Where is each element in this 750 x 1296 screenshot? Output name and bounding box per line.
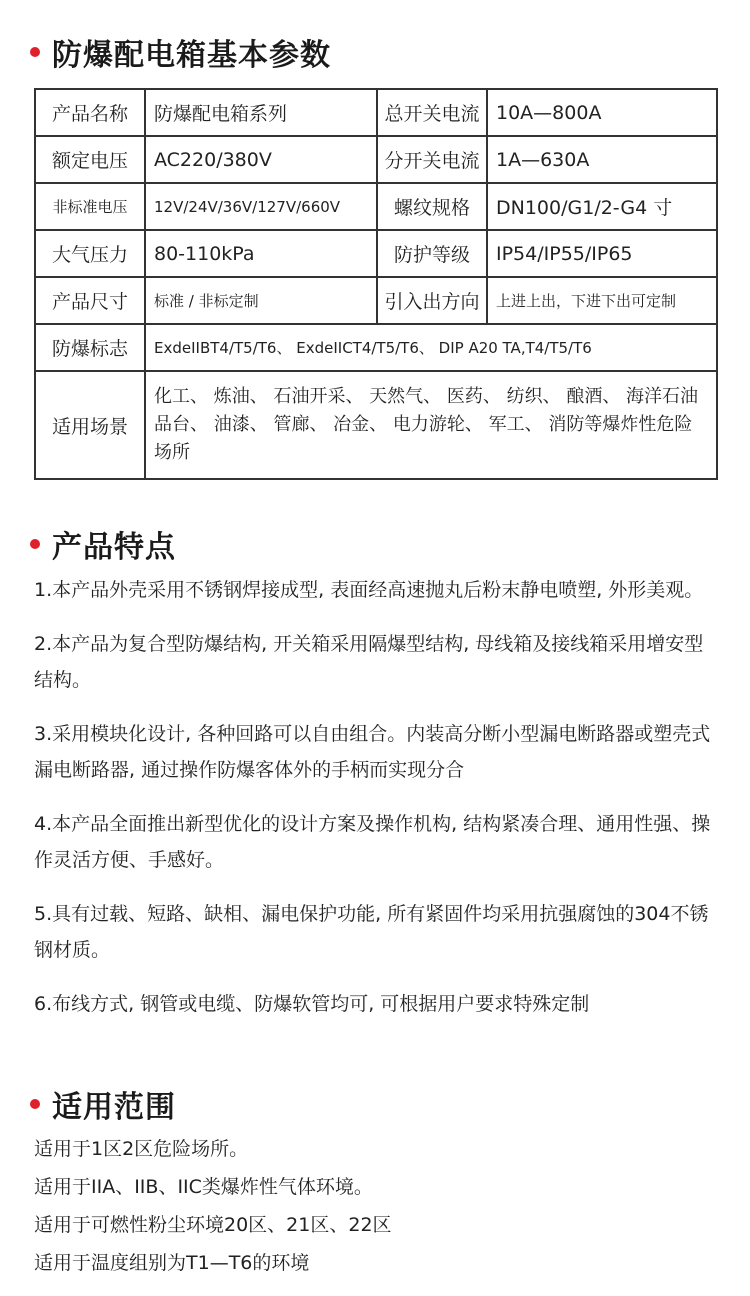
table-row (35, 230, 717, 277)
feature-item: 5.具有过载、短路、缺相、漏电保护功能, 所有紧固件均采用抗强腐蚀的304不锈钢材质。 (34, 903, 709, 961)
table-row (35, 324, 717, 371)
spec-value: 80-110kPa (145, 230, 377, 277)
spec-value: 化工、 炼油、 石油开采、 天然气、 医药、 纺织、 酿酒、 海洋石油品台、 油漆、 管廊、 冶金、 电力游轮、 军工、 消防等爆炸性危险场所 (145, 371, 717, 479)
spec-value: IP54/IP55/IP65 (487, 230, 717, 277)
spec-value: ExdeIIBT4/T5/T6、 ExdeIICT4/T5/T6、 DIP A20 TA,T4/T5/T6 (145, 324, 717, 371)
bullet-dot-icon (30, 1099, 40, 1109)
spec-value: DN100/G1/2-G4 寸 (487, 183, 717, 230)
feature-item: 3.采用模块化设计, 各种回路可以自由组合。内装高分断小型漏电断路器或塑壳式漏电断路器, 通过操作防爆客体外的手柄而实现分合 (34, 723, 711, 781)
spec-label: 防爆标志 (35, 324, 145, 371)
table-row (35, 136, 717, 183)
features-section-title (30, 522, 176, 566)
specs-section-title (30, 30, 331, 74)
bullet-dot-icon (30, 47, 40, 57)
features-title-text: 产品特点 (52, 530, 176, 565)
feature-item: 2.本产品为复合型防爆结构, 开关箱采用隔爆型结构, 母线箱及接线箱采用增安型结构。 (34, 633, 704, 691)
spec-label: 额定电压 (35, 136, 145, 183)
scope-list (34, 1130, 720, 1282)
spec-label: 适用场景 (35, 371, 145, 479)
spec-value: AC220/380V (145, 136, 377, 183)
spec-label: 产品名称 (35, 89, 145, 136)
spec-table (34, 88, 718, 480)
spec-label: 分开关电流 (377, 136, 487, 183)
feature-item: 6.布线方式, 钢管或电缆、防爆软管均可, 可根据用户要求特殊定制 (34, 993, 590, 1015)
spec-label: 非标准电压 (35, 183, 145, 230)
scope-item: 适用于温度组别为T1—T6的环境 (34, 1252, 310, 1274)
spec-label: 引入出方向 (377, 277, 487, 324)
spec-value: 上进上出，下进下出可定制 (487, 277, 717, 324)
spec-label: 总开关电流 (377, 89, 487, 136)
spec-label: 螺纹规格 (377, 183, 487, 230)
scope-title-text: 适用范围 (52, 1090, 176, 1125)
feature-item: 1.本产品外壳采用不锈钢焊接成型, 表面经高速抛丸后粉末静电喷塑, 外形美观。 (34, 579, 704, 601)
table-row (35, 183, 717, 230)
specs-title-text: 防爆配电箱基本参数 (52, 38, 331, 73)
feature-item: 4.本产品全面推出新型优化的设计方案及操作机构, 结构紧凑合理、通用性强、操作灵活方便、手感好。 (34, 813, 711, 871)
scope-item: 适用于1区2区危险场所。 (34, 1138, 249, 1160)
table-row (35, 277, 717, 324)
spec-label: 产品尺寸 (35, 277, 145, 324)
spec-label: 大气压力 (35, 230, 145, 277)
table-row (35, 371, 717, 479)
scope-item: 适用于IIA、IIB、IIC类爆炸性气体环境。 (34, 1176, 373, 1198)
spec-value: 10A—800A (487, 89, 717, 136)
spec-label: 防护等级 (377, 230, 487, 277)
spec-value: 12V/24V/36V/127V/660V (145, 183, 377, 230)
table-row (35, 89, 717, 136)
spec-value: 标准 / 非标定制 (145, 277, 377, 324)
bullet-dot-icon (30, 539, 40, 549)
scope-item: 适用于可燃性粉尘环境20区、21区、22区 (34, 1214, 392, 1236)
spec-value: 防爆配电箱系列 (145, 89, 377, 136)
scope-section-title (30, 1082, 176, 1126)
spec-value: 1A—630A (487, 136, 717, 183)
features-list (34, 572, 720, 1040)
